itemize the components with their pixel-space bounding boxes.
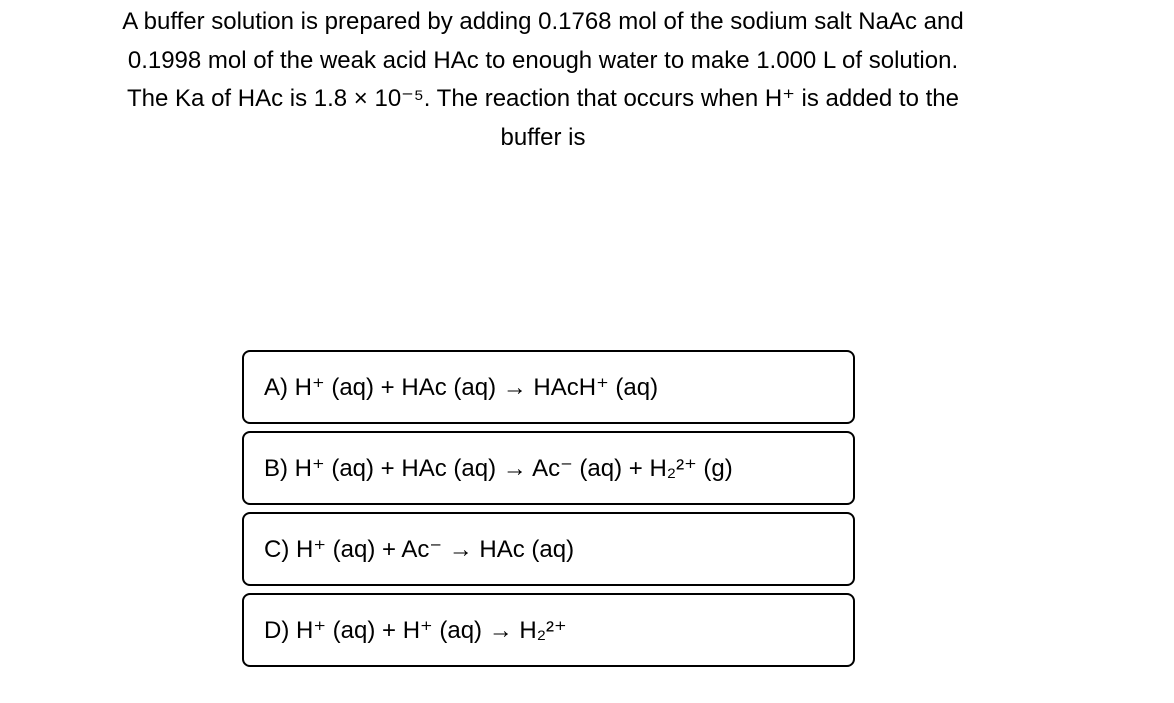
option-d-button[interactable] bbox=[242, 593, 855, 667]
answer-options bbox=[242, 350, 855, 674]
option-b-button[interactable] bbox=[242, 431, 855, 505]
option-d-label: D) H⁺ (aq) + H⁺ (aq) → H₂²⁺ bbox=[264, 616, 567, 644]
question-text bbox=[50, 3, 1036, 157]
question-line: buffer is bbox=[500, 123, 586, 151]
question-line: A buffer solution is prepared by adding 0.1768 mol of the sodium salt NaAc and bbox=[122, 8, 964, 35]
option-a-button[interactable] bbox=[242, 350, 855, 424]
option-a-label: A) H⁺ (aq) + HAc (aq) → HAcH⁺ (aq) bbox=[264, 373, 659, 401]
question-line: The Ka of HAc is 1.8 × 10⁻⁵. The reaction that occurs when H⁺ is added to the bbox=[127, 85, 959, 112]
option-c-label: C) H⁺ (aq) + Ac⁻ → HAc (aq) bbox=[264, 535, 575, 563]
question-line: 0.1998 mol of the weak acid HAc to enough water to make 1.000 L of solution. bbox=[127, 46, 959, 74]
option-b-label: B) H⁺ (aq) + HAc (aq) → Ac⁻ (aq) + H₂²⁺ (g) bbox=[264, 454, 733, 482]
option-c-button[interactable] bbox=[242, 512, 855, 586]
